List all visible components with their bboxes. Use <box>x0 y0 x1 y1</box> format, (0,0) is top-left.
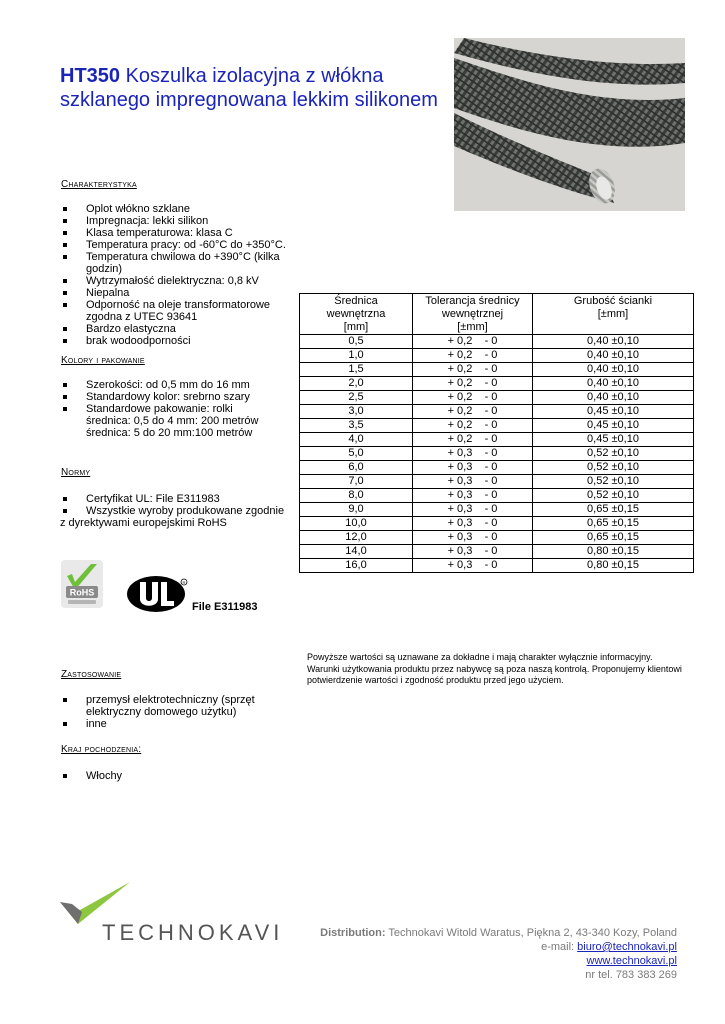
cell-tolerance: + 0,3 - 0 <box>413 461 533 475</box>
cell-tolerance: + 0,3 - 0 <box>413 545 533 559</box>
cell-tolerance: + 0,2 - 0 <box>413 405 533 419</box>
cell-diameter: 5,0 <box>300 447 413 461</box>
cell-wall-thickness: 0,45 ±0,10 <box>533 433 694 447</box>
cell-wall-thickness: 0,65 ±0,15 <box>533 517 694 531</box>
cell-diameter: 7,0 <box>300 475 413 489</box>
ul-logo <box>126 574 196 614</box>
table-row <box>300 475 694 489</box>
cell-tolerance: + 0,3 - 0 <box>413 503 533 517</box>
cell-diameter: 10,0 <box>300 517 413 531</box>
cell-diameter: 1,5 <box>300 363 413 377</box>
cell-diameter: 3,0 <box>300 405 413 419</box>
distribution-label: Distribution: <box>320 927 386 939</box>
cell-diameter: 1,0 <box>300 349 413 363</box>
cell-wall-thickness: 0,45 ±0,10 <box>533 419 694 433</box>
list-item: Wytrzymałość dielektryczna: 0,8 kV <box>60 275 300 287</box>
section-heading-normy: Normy <box>61 467 91 478</box>
table-row <box>300 461 694 475</box>
distribution-email: e-mail: biuro@technokavi.pl <box>541 941 677 953</box>
list-item: Klasa temperaturowa: klasa C <box>60 227 300 239</box>
cell-wall-thickness: 0,52 ±0,10 <box>533 461 694 475</box>
cell-diameter: 12,0 <box>300 531 413 545</box>
cell-diameter: 6,0 <box>300 461 413 475</box>
section-heading-zastosowanie: Zastosowanie <box>61 669 122 680</box>
distribution-block <box>320 926 677 982</box>
list-item: Niepalna <box>60 287 300 299</box>
cell-diameter: 9,0 <box>300 503 413 517</box>
disclaimer: Powyższe wartości są uznawane za dokładne i mają charakter wyłącznie informacyjny. Warunki użytkowania produktu przez nabywcę są poza naszą kontrolą. Proponujemy klientowi potwierdzenie wartości i zgodność produktu przed jego użyciem. <box>307 652 682 685</box>
rohs-logo-text: RoHS <box>69 587 95 598</box>
cell-wall-thickness: 0,40 ±0,10 <box>533 363 694 377</box>
email-link[interactable]: biuro@technokavi.pl <box>577 941 677 953</box>
svg-text:R: R <box>182 580 186 585</box>
list-item: Wszystkie wyroby produkowane zgodnie <box>60 505 300 517</box>
cell-tolerance: + 0,2 - 0 <box>413 419 533 433</box>
distribution-phone: nr tel. 783 383 269 <box>585 969 677 981</box>
product-name: Koszulka izolacyjna z włókna szklanego impregnowana lekkim silikonem <box>60 65 438 111</box>
list-item: brak wodoodporności <box>60 335 300 347</box>
table-row <box>300 545 694 559</box>
table-row <box>300 349 694 363</box>
table-row <box>300 391 694 405</box>
section-heading-kolory: Kolory i pakowanie <box>61 355 145 366</box>
table-row <box>300 335 694 349</box>
list-item: Impregnacja: lekki silikon <box>60 215 300 227</box>
cell-tolerance: + 0,3 - 0 <box>413 531 533 545</box>
list-item: inne <box>60 718 265 730</box>
table-row <box>300 531 694 545</box>
list-item: Szerokości: od 0,5 mm do 16 mm <box>60 379 290 391</box>
list-item: Temperatura chwilowa do +390°C (kilka godzin) <box>60 251 300 275</box>
cell-tolerance: + 0,3 - 0 <box>413 517 533 531</box>
list-item: Odporność na oleje transformatorowe zgodna z UTEC 93641 <box>60 299 276 323</box>
cell-tolerance: + 0,3 - 0 <box>413 475 533 489</box>
section-heading-charakterystyka: Charakterystyka <box>61 179 137 190</box>
normy-list <box>60 493 300 529</box>
cell-diameter: 0,5 <box>300 335 413 349</box>
table-row <box>300 517 694 531</box>
website-link[interactable]: www.technokavi.pl <box>586 955 677 967</box>
list-item-continuation: średnica: 0,5 do 4 mm: 200 metrów <box>86 415 259 427</box>
ul-file-label: File E311983 <box>192 601 258 613</box>
cell-tolerance: + 0,2 - 0 <box>413 433 533 447</box>
table-header-row <box>300 294 694 335</box>
cell-wall-thickness: 0,40 ±0,10 <box>533 335 694 349</box>
technokavi-logo <box>56 880 284 950</box>
technokavi-logo-text: TECHNOKAVI <box>102 920 284 945</box>
cell-tolerance: + 0,3 - 0 <box>413 447 533 461</box>
kolory-list <box>60 379 290 439</box>
distribution-address: Distribution: Technokavi Witold Waratus, Piękna 2, 43-340 Kozy, Poland <box>320 927 677 939</box>
cell-wall-thickness: 0,80 ±0,15 <box>533 545 694 559</box>
table-row <box>300 405 694 419</box>
cell-wall-thickness: 0,65 ±0,15 <box>533 503 694 517</box>
table-row <box>300 489 694 503</box>
list-item: Standardowe pakowanie: rolki <box>60 403 290 415</box>
cell-diameter: 3,5 <box>300 419 413 433</box>
zastosowanie-list <box>60 694 265 730</box>
table-row <box>300 503 694 517</box>
cell-wall-thickness: 0,80 ±0,15 <box>533 559 694 573</box>
product-code: HT350 <box>60 65 121 87</box>
list-item: Bardzo elastyczna <box>60 323 300 335</box>
table-row <box>300 447 694 461</box>
cell-wall-thickness: 0,40 ±0,10 <box>533 391 694 405</box>
table-row <box>300 363 694 377</box>
cell-diameter: 8,0 <box>300 489 413 503</box>
cell-diameter: 2,0 <box>300 377 413 391</box>
cell-tolerance: + 0,3 - 0 <box>413 489 533 503</box>
cell-tolerance: + 0,2 - 0 <box>413 377 533 391</box>
spec-table <box>299 293 694 573</box>
page-title <box>60 64 440 112</box>
cell-wall-thickness: 0,40 ±0,10 <box>533 349 694 363</box>
cell-diameter: 2,5 <box>300 391 413 405</box>
cell-diameter: 4,0 <box>300 433 413 447</box>
column-header-wall-thickness: Grubość ścianki [±mm] <box>533 294 694 335</box>
cell-wall-thickness: 0,40 ±0,10 <box>533 377 694 391</box>
list-item: Temperatura pracy: od -60°C do +350°C. <box>60 239 300 251</box>
table-row <box>300 559 694 573</box>
list-item: Włochy <box>60 770 260 782</box>
product-photo <box>454 38 685 211</box>
list-item: Oplot włókno szklane <box>60 203 300 215</box>
cell-wall-thickness: 0,52 ±0,10 <box>533 489 694 503</box>
rohs-logo <box>61 560 103 608</box>
cell-wall-thickness: 0,45 ±0,10 <box>533 405 694 419</box>
cell-wall-thickness: 0,52 ±0,10 <box>533 447 694 461</box>
cell-tolerance: + 0,3 - 0 <box>413 559 533 573</box>
kraj-list <box>60 770 260 782</box>
list-item: Standardowy kolor: srebrno szary <box>60 391 290 403</box>
list-item: Certyfikat UL: File E311983 <box>60 493 300 505</box>
cell-tolerance: + 0,2 - 0 <box>413 391 533 405</box>
table-row <box>300 419 694 433</box>
cell-diameter: 16,0 <box>300 559 413 573</box>
cell-wall-thickness: 0,65 ±0,15 <box>533 531 694 545</box>
cell-tolerance: + 0,2 - 0 <box>413 349 533 363</box>
charakterystyka-list <box>60 203 300 347</box>
table-row <box>300 377 694 391</box>
column-header-tolerance: Tolerancja średnicy wewnętrznej [±mm] <box>413 294 533 335</box>
cell-tolerance: + 0,2 - 0 <box>413 335 533 349</box>
table-row <box>300 433 694 447</box>
section-heading-kraj: Kraj pochodzenia: <box>61 744 142 755</box>
column-header-diameter: Średnica wewnętrzna [mm] <box>300 294 413 335</box>
cell-diameter: 14,0 <box>300 545 413 559</box>
cell-tolerance: + 0,2 - 0 <box>413 363 533 377</box>
list-item-continuation: średnica: 5 do 20 mm:100 metrów <box>86 427 253 439</box>
list-item: przemysł elektrotechniczny (sprzęt elektryczny domowego użytku) <box>60 694 265 718</box>
cell-wall-thickness: 0,52 ±0,10 <box>533 475 694 489</box>
list-item-continuation: z dyrektywami europejskimi RoHS <box>60 517 227 529</box>
